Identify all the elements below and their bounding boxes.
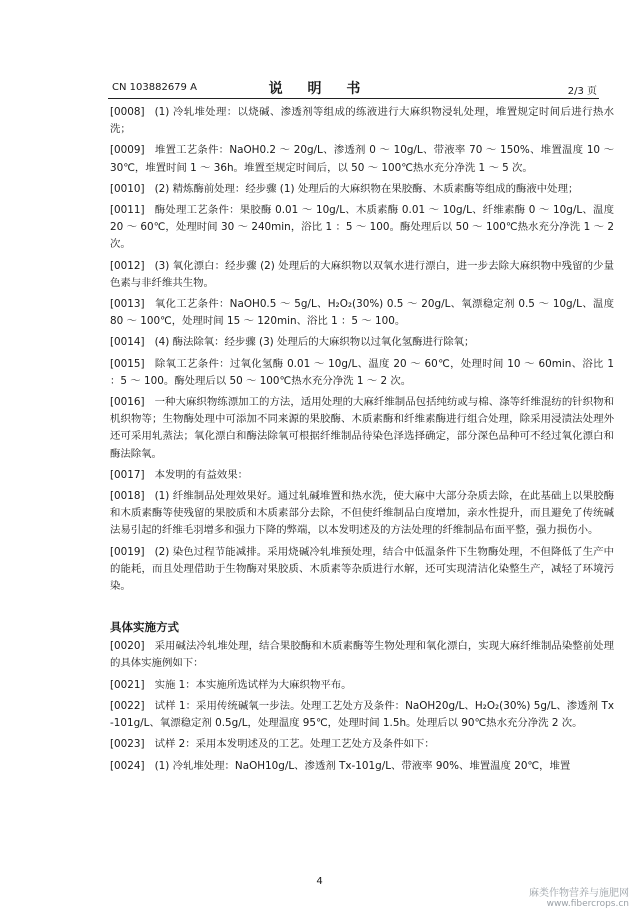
paragraph-text: 采用碱法冷轧堆处理，结合果胶酶和木质素酶等生物处理和氧化漂白，实现大麻纤维制品染整前处理的具体实施例如下：	[110, 640, 614, 670]
paragraph-text: 实施 1：本实施所选试样为大麻织物平布。	[154, 678, 352, 691]
paragraph-number: [0018]	[110, 490, 145, 503]
section-heading: 具体实施方式	[110, 620, 179, 635]
paragraph	[110, 104, 614, 138]
paragraph-group-1	[110, 104, 614, 595]
paragraph-number: [0008]	[110, 106, 145, 118]
paragraph-text: 氧化工艺条件：NaOH0.5 ～ 5g/L、H₂O₂(30%) 0.5 ～ 20g/L、氧漂稳定剂 0.5 ～ 10g/L、温度 80 ～ 100℃，处理时间 15 ～ 120min、浴比 1 ：5 ～ 100。	[110, 298, 614, 328]
paragraph-text: (4) 酶法除氧：经步骤 (3) 处理后的大麻织物以过氧化氢酶进行除氧；	[154, 336, 475, 349]
paragraph-text: (2) 精炼酶前处理：经步骤 (1) 处理后的大麻织物在果胶酶、木质素酶等组成的酶液中处理；	[154, 182, 579, 195]
header-divider	[108, 98, 599, 99]
paragraph	[110, 677, 614, 694]
paragraph	[110, 467, 614, 484]
paragraph-number: [0016]	[110, 396, 145, 409]
document-header	[0, 0, 639, 97]
paragraph	[110, 638, 614, 672]
document-body	[110, 104, 614, 779]
page-indicator: 2/3 页	[567, 86, 597, 97]
paragraph	[110, 544, 614, 596]
paragraph	[110, 202, 614, 254]
paragraph	[110, 142, 614, 176]
paragraph-number: [0017]	[110, 468, 145, 481]
paragraph-number: [0024]	[110, 759, 145, 772]
paragraph	[110, 698, 614, 732]
paragraph	[110, 296, 614, 330]
paragraph-text: 试样 1：采用传统碱氧一步法。处理工艺处方及条件：NaOH20g/L、H₂O₂(30%) 5g/L、渗透剂 Tx-101g/L、氧漂稳定剂 0.5g/L，处理温度 95℃，处理时间 1.5h。处理后以 90℃热水充分净洗 2 次。	[110, 699, 614, 730]
paragraph-text: 堆置工艺条件：NaOH0.2 ～ 20g/L、渗透剂 0 ～ 10g/L、带液率 70 ～ 150%、堆置温度 10 ～ 30℃，堆置时间 1 ～ 36h。堆置至规定时间后，以 50 ～ 100℃热水充分净洗 1 ～ 5 次。	[110, 144, 614, 174]
paragraph	[110, 488, 614, 540]
paragraph-number: [0014]	[110, 336, 145, 349]
paragraph	[110, 394, 614, 463]
paragraph-number: [0022]	[110, 699, 145, 712]
paragraph-text: 酶处理工艺条件：果胶酶 0.01 ～ 10g/L、木质素酶 0.01 ～ 10g/L、纤维素酶 0 ～ 10g/L、温度 20 ～ 60℃，处理时间 30 ～ 240min，浴比 1 ：5 ～ 100。酶处理后以 50 ～ 100℃热水充分净洗 1 ～ 2 次。	[110, 204, 614, 251]
paragraph-group-2	[110, 638, 614, 774]
paragraph-text: (3) 氧化漂白：经步骤 (2) 处理后的大麻织物以双氧水进行漂白，进一步去除大麻织物中残留的少量色素与非纤维共生物。	[110, 259, 614, 289]
paragraph-number: [0013]	[110, 298, 145, 311]
paragraph-text: (1) 冷轧堆处理：以烧碱、渗透剂等组成的练液进行大麻织物浸轧处理，堆置规定时间后进行热水洗；	[110, 106, 614, 136]
paragraph	[110, 758, 614, 775]
page-number: 4	[316, 876, 323, 887]
paragraph-text: (1) 冷轧堆处理：NaOH10g/L、渗透剂 Tx-101g/L、带液率 90%、堆置温度 20℃，堆置	[154, 759, 571, 772]
paragraph-number: [0015]	[110, 357, 145, 370]
paragraph-text: 本发明的有益效果：	[154, 468, 249, 481]
watermark-line-1: 麻类作物营养与施肥网	[529, 888, 629, 899]
paragraph	[110, 356, 614, 390]
paragraph-number: [0011]	[110, 204, 145, 217]
paragraph	[110, 258, 614, 292]
watermark	[529, 884, 629, 909]
paragraph-number: [0009]	[110, 144, 145, 157]
paragraph-number: [0019]	[110, 545, 145, 558]
paragraph	[110, 334, 614, 351]
paragraph-text: 试样 2：采用本发明述及的工艺。处理工艺处方及条件如下：	[154, 738, 435, 751]
paragraph	[110, 181, 614, 198]
watermark-line-2: www.fibercrops.cn	[546, 899, 629, 909]
paragraph	[110, 736, 614, 753]
paragraph-number: [0023]	[110, 738, 145, 751]
document-title: 说 明 书	[268, 81, 371, 97]
paragraph-text: 一种大麻织物练漂加工的方法，适用处理的大麻纤维制品包括纯纺或与棉、涤等纤维混纺的针织物和机织物等；生物酶处理中可添加不同来源的果胶酶、木质素酶和纤维素酶进行组合处理，除采用浸渍法处理外还可采用轧蒸法；氧化漂白和酶法除氧可根据纤维制品待染色泽选择确定，部分深色品种可不经过氧化漂白和酶法除氧。	[110, 396, 614, 460]
paragraph-number: [0010]	[110, 182, 145, 195]
paragraph-number: [0012]	[110, 259, 145, 272]
paragraph-number: [0020]	[110, 640, 145, 653]
paragraph-text: (2) 染色过程节能减排。采用烧碱冷轧堆预处理，结合中低温条件下生物酶处理，不但降低了生产中的能耗，而且处理借助于生物酶对果胶质、木质素等杂质进行水解，还可实现清洁化染整生产，减轻了环境污染。	[110, 545, 614, 593]
paragraph-number: [0021]	[110, 678, 145, 691]
paragraph-text: (1) 纤维制品处理效果好。通过轧碱堆置和热水洗，使大麻中大部分杂质去除，在此基础上以果胶酶和木质素酶等使残留的果胶质和木质素部分去除，不但使纤维制品白度增加，亲水性提升，而且避免了传统碱法易引起的纤维毛羽增多和强力下降的弊端，以本发明述及的方法处理的纤维制品布面平整，强力损伤小。	[110, 490, 614, 537]
paragraph-text: 除氧工艺条件：过氧化氢酶 0.01 ～ 10g/L、温度 20 ～ 60℃，处理时间 10 ～ 60min、浴比 1 ：5 ～ 100。酶处理后以 50 ～ 100℃热水充分净洗 1 ～ 2 次。	[110, 357, 614, 387]
patent-number: CN 103882679 A	[112, 82, 197, 93]
